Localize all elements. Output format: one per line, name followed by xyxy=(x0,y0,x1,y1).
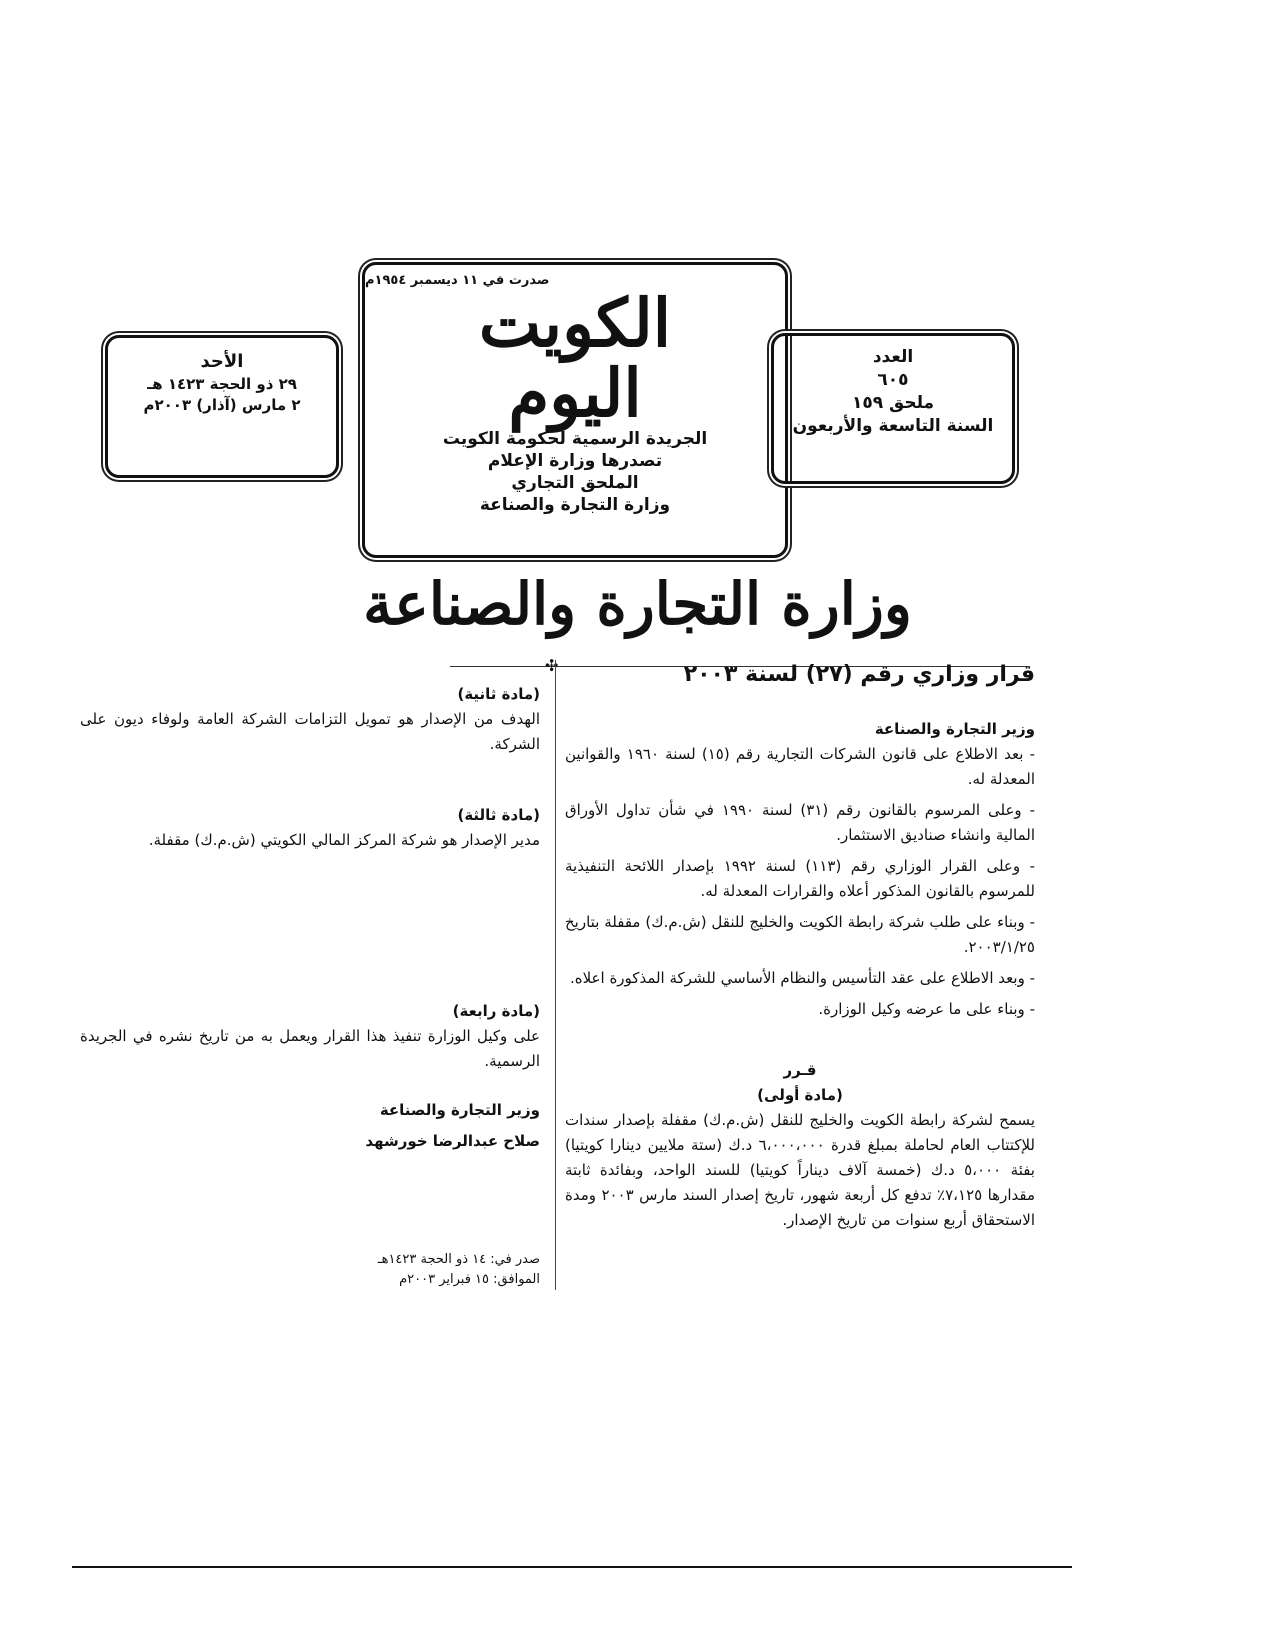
masthead-subtitle-2: تصدرها وزارة الإعلام xyxy=(487,451,663,471)
issue-supplement: ملحق ١٥٩ xyxy=(851,392,935,413)
decree-title: قرار وزاري رقم (٢٧) لسنة ٢٠٠٣ xyxy=(683,662,1035,687)
article2-heading: (مادة ثانية) xyxy=(457,685,540,703)
decree-issuer: وزير التجارة والصناعة xyxy=(874,720,1035,738)
right-column xyxy=(565,662,1035,1239)
article1-heading: (مادة أولى) xyxy=(757,1086,843,1104)
signatory-title: وزير التجارة والصناعة xyxy=(379,1101,540,1119)
resolved-heading: قـرر xyxy=(783,1061,817,1079)
issued-gregorian: الموافق: ١٥ فبراير ٢٠٠٣م xyxy=(399,1272,540,1287)
masthead-box xyxy=(362,262,788,558)
article4-heading: (مادة رابعة) xyxy=(452,1002,540,1020)
article2-text: الهدف من الإصدار هو تمويل التزامات الشركة العامة ولوفاء ديون على الشركة. xyxy=(80,710,540,753)
date-day: الأحد xyxy=(200,351,244,372)
article1-text: يسمح لشركة رابطة الكويت والخليج للنقل (ش.م.ك) مقفلة بإصدار سندات للإكتتاب العام لحاملة بمبلغ قدرة ٦،٠٠٠،٠٠٠ د.ك (ستة ملايين دينارا كويتيا) بفئة ٥،٠٠٠ د.ك (خمسة آلاف ديناراً كويتيا) للسند الواحد، وبفائدة ثابتة مقدارها ٧،١٢٥٪ تدفع كل أربعة شهور، تاريخ إصدار السند مارس ٢٠٠٣ ومدة الاستحقاق أربع سنوات من تاريخ الإصدار. xyxy=(565,1111,1035,1229)
ministry-banner: وزارة التجارة والصناعة xyxy=(363,570,912,638)
column-divider xyxy=(555,660,556,1290)
article4-text: على وكيل الوزارة تنفيذ هذا القرار ويعمل به من تاريخ نشره في الجريدة الرسمية. xyxy=(80,1027,540,1070)
issue-label: العدد xyxy=(872,347,914,367)
date-hijri: ٢٩ ذو الحجة ١٤٢٣ هـ xyxy=(147,375,297,394)
footer-rule xyxy=(72,1566,1072,1568)
preamble-item: - وبناء على طلب شركة رابطة الكويت والخليج للنقل (ش.م.ك) مقفلة بتاريخ ٢٠٠٣/١/٢٥. xyxy=(565,913,1035,956)
masthead-subtitle-1: الجريدة الرسمية لحكومة الكويت xyxy=(442,429,708,449)
left-column xyxy=(80,682,540,1290)
article3-text: مدير الإصدار هو شركة المركز المالي الكويتي (ش.م.ك) مقفلة. xyxy=(148,831,540,849)
founded-date: صدرت في ١١ ديسمبر ١٩٥٤م xyxy=(365,273,550,288)
issue-box xyxy=(771,333,1015,484)
gazette-title-line1: الكويت xyxy=(478,284,672,362)
issued-hijri: صدر في: ١٤ ذو الحجة ١٤٢٣هـ xyxy=(377,1252,540,1267)
preamble-item: - وبعد الاطلاع على عقد التأسيس والنظام الأساسي للشركة المذكورة اعلاه. xyxy=(569,969,1035,987)
issue-year: السنة التاسعة والأربعون xyxy=(792,415,994,436)
masthead-subtitle-3: الملحق التجاري xyxy=(511,473,639,493)
gazette-title-line2: اليوم xyxy=(508,354,642,432)
article3-heading: (مادة ثالثة) xyxy=(457,806,540,824)
issue-number: ٦٠٥ xyxy=(877,369,909,390)
preamble-item: - بعد الاطلاع على قانون الشركات التجارية رقم (١٥) لسنة ١٩٦٠ والقوانين المعدلة له. xyxy=(565,745,1035,788)
masthead-subtitle-4: وزارة التجارة والصناعة xyxy=(479,495,671,515)
preamble-item: - وعلى المرسوم بالقانون رقم (٣١) لسنة ١٩٩٠ في شأن تداول الأوراق المالية وانشاء صناديق الاستثمار. xyxy=(565,801,1035,844)
preamble-item: - وبناء على ما عرضه وكيل الوزارة. xyxy=(818,1000,1035,1018)
date-gregorian: ٢ مارس (آذار) ٢٠٠٣م xyxy=(143,395,301,414)
date-box xyxy=(105,335,339,478)
preamble-item: - وعلى القرار الوزاري رقم (١١٣) لسنة ١٩٩٢ بإصدار اللائحة التنفيذية للمرسوم بالقانون المذكور أعلاه والقرارات المعدلة له. xyxy=(565,857,1036,900)
signatory-name: صلاح عبدالرضا خورشهد xyxy=(365,1132,540,1150)
divider-ornament-icon: ✣ xyxy=(545,656,559,675)
